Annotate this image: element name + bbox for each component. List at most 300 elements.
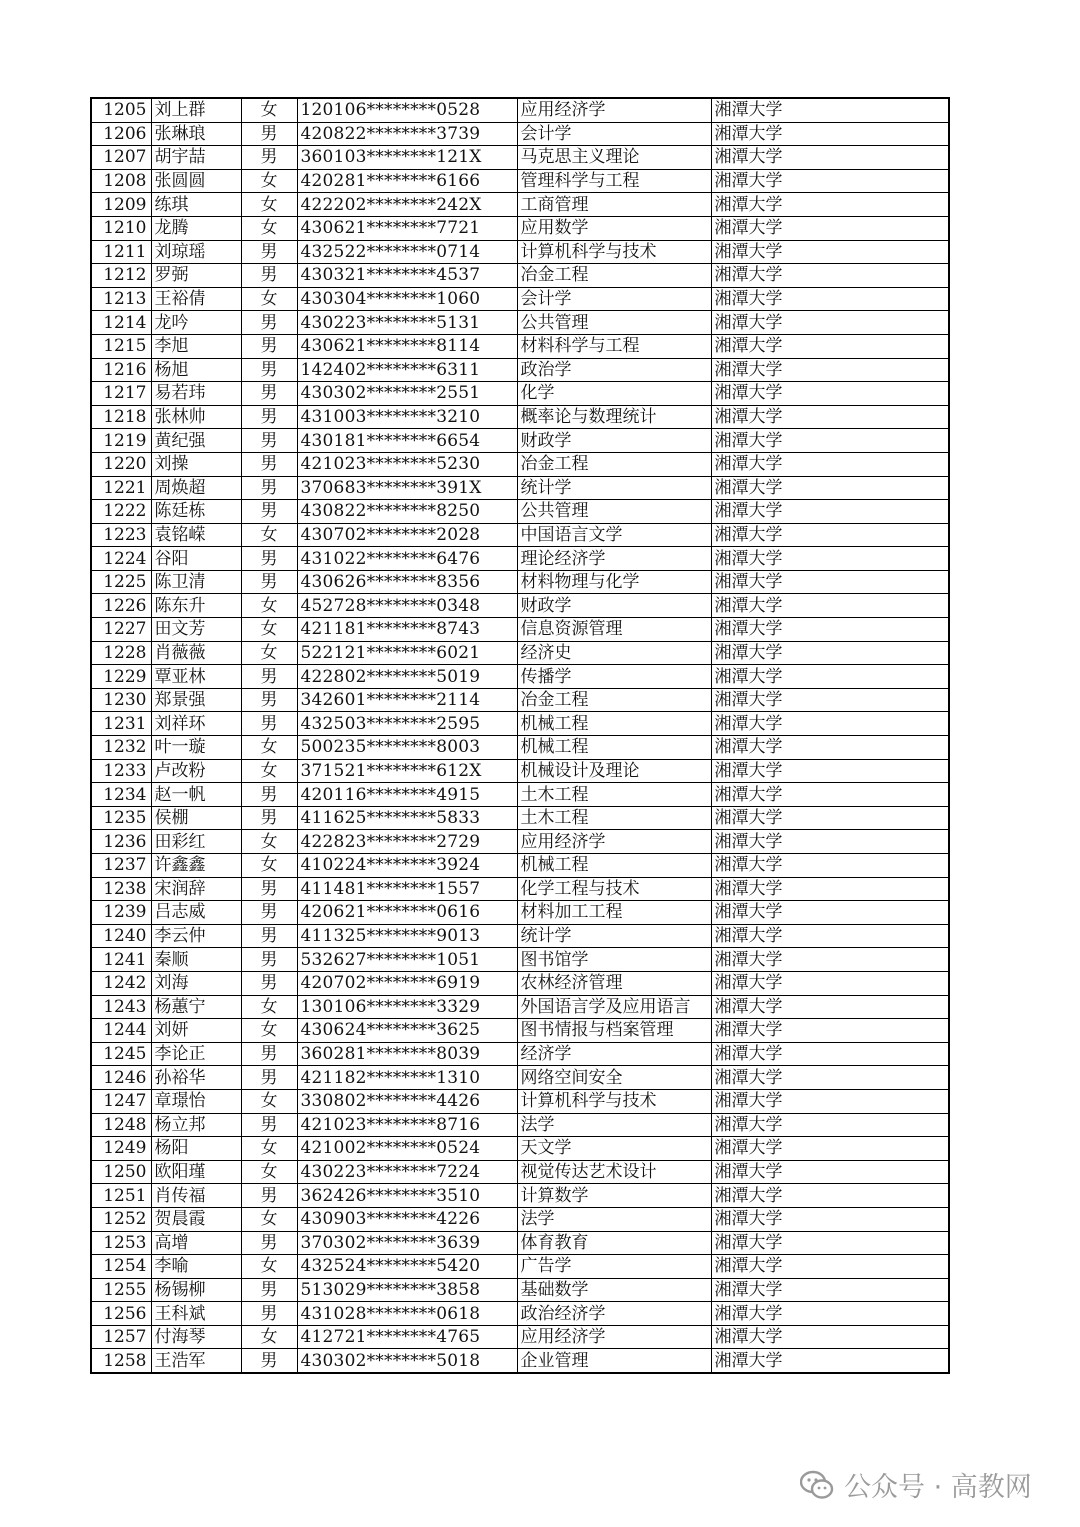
major-cell: 理论经济学: [517, 547, 711, 571]
major-cell: 化学工程与技术: [517, 877, 711, 901]
gender-cell: 男: [241, 240, 297, 264]
row-number-cell: 1227: [91, 618, 151, 642]
student-name-cell: 李云仲: [151, 924, 241, 948]
table-row: [91, 1042, 949, 1066]
student-name-cell: 宋润辞: [151, 877, 241, 901]
table-row: [91, 1278, 949, 1302]
student-name-cell: 刘琼瑶: [151, 240, 241, 264]
row-number-cell: 1252: [91, 1207, 151, 1231]
row-number-cell: 1210: [91, 216, 151, 240]
student-name-cell: 杨旭: [151, 358, 241, 382]
table-row: [91, 500, 949, 524]
table-row: [91, 924, 949, 948]
student-name-cell: 陈东升: [151, 594, 241, 618]
student-name-cell: 肖传福: [151, 1184, 241, 1208]
university-cell: 湘潭大学: [711, 665, 949, 689]
student-name-cell: 贺晨霞: [151, 1207, 241, 1231]
university-cell: 湘潭大学: [711, 358, 949, 382]
university-cell: 湘潭大学: [711, 901, 949, 925]
id-number-cell: 431003********3210: [297, 405, 517, 429]
table-row: [91, 1231, 949, 1255]
student-name-cell: 张琳琅: [151, 122, 241, 146]
id-number-cell: 120106********0528: [297, 98, 517, 122]
id-number-cell: 330802********4426: [297, 1089, 517, 1113]
table-row: [91, 476, 949, 500]
major-cell: 应用数学: [517, 216, 711, 240]
id-number-cell: 432503********2595: [297, 712, 517, 736]
row-number-cell: 1209: [91, 193, 151, 217]
student-name-cell: 孙裕华: [151, 1066, 241, 1090]
id-number-cell: 430302********5018: [297, 1349, 517, 1373]
university-cell: 湘潭大学: [711, 1302, 949, 1326]
id-number-cell: 430702********2028: [297, 523, 517, 547]
university-cell: 湘潭大学: [711, 1325, 949, 1349]
major-cell: 图书情报与档案管理: [517, 1019, 711, 1043]
id-number-cell: 421181********8743: [297, 618, 517, 642]
id-number-cell: 431028********0618: [297, 1302, 517, 1326]
row-number-cell: 1207: [91, 146, 151, 170]
major-cell: 信息资源管理: [517, 618, 711, 642]
student-name-cell: 李喻: [151, 1255, 241, 1279]
row-number-cell: 1241: [91, 948, 151, 972]
student-name-cell: 王裕倩: [151, 287, 241, 311]
table-row: [91, 759, 949, 783]
gender-cell: 男: [241, 570, 297, 594]
gender-cell: 女: [241, 216, 297, 240]
major-cell: 外国语言学及应用语言: [517, 995, 711, 1019]
major-cell: 财政学: [517, 429, 711, 453]
student-name-cell: 周焕超: [151, 476, 241, 500]
table-row: [91, 594, 949, 618]
table-row: [91, 523, 949, 547]
student-name-cell: 陈廷栋: [151, 500, 241, 524]
id-number-cell: 430321********4537: [297, 264, 517, 288]
row-number-cell: 1238: [91, 877, 151, 901]
major-cell: 图书馆学: [517, 948, 711, 972]
id-number-cell: 411481********1557: [297, 877, 517, 901]
table-row: [91, 877, 949, 901]
gender-cell: 男: [241, 264, 297, 288]
gender-cell: 男: [241, 122, 297, 146]
gender-cell: 男: [241, 901, 297, 925]
table-row: [91, 287, 949, 311]
row-number-cell: 1230: [91, 688, 151, 712]
id-number-cell: 142402********6311: [297, 358, 517, 382]
major-cell: 冶金工程: [517, 452, 711, 476]
id-number-cell: 421023********5230: [297, 452, 517, 476]
id-number-cell: 411325********9013: [297, 924, 517, 948]
id-number-cell: 360103********121X: [297, 146, 517, 170]
major-cell: 广告学: [517, 1255, 711, 1279]
university-cell: 湘潭大学: [711, 169, 949, 193]
table-row: [91, 641, 949, 665]
row-number-cell: 1217: [91, 382, 151, 406]
row-number-cell: 1215: [91, 334, 151, 358]
university-cell: 湘潭大学: [711, 1184, 949, 1208]
gender-cell: 男: [241, 877, 297, 901]
table-row: [91, 665, 949, 689]
university-cell: 湘潭大学: [711, 877, 949, 901]
row-number-cell: 1237: [91, 854, 151, 878]
university-cell: 湘潭大学: [711, 971, 949, 995]
gender-cell: 男: [241, 547, 297, 571]
student-name-cell: 欧阳瑾: [151, 1160, 241, 1184]
id-number-cell: 522121********6021: [297, 641, 517, 665]
gender-cell: 女: [241, 995, 297, 1019]
id-number-cell: 430304********1060: [297, 287, 517, 311]
id-number-cell: 362426********3510: [297, 1184, 517, 1208]
major-cell: 财政学: [517, 594, 711, 618]
table-row: [91, 688, 949, 712]
gender-cell: 男: [241, 334, 297, 358]
gender-cell: 男: [241, 382, 297, 406]
gender-cell: 男: [241, 1113, 297, 1137]
row-number-cell: 1236: [91, 830, 151, 854]
table-row: [91, 712, 949, 736]
student-name-cell: 叶一璇: [151, 736, 241, 760]
university-cell: 湘潭大学: [711, 1066, 949, 1090]
id-number-cell: 513029********3858: [297, 1278, 517, 1302]
id-number-cell: 431022********6476: [297, 547, 517, 571]
row-number-cell: 1255: [91, 1278, 151, 1302]
gender-cell: 女: [241, 1019, 297, 1043]
gender-cell: 女: [241, 854, 297, 878]
gender-cell: 男: [241, 1066, 297, 1090]
major-cell: 法学: [517, 1113, 711, 1137]
major-cell: 机械工程: [517, 854, 711, 878]
table-row: [91, 971, 949, 995]
id-number-cell: 430903********4226: [297, 1207, 517, 1231]
university-cell: 湘潭大学: [711, 122, 949, 146]
student-name-cell: 罗弼: [151, 264, 241, 288]
id-number-cell: 410224********3924: [297, 854, 517, 878]
id-number-cell: 371521********612X: [297, 759, 517, 783]
watermark: [800, 1465, 1032, 1504]
student-name-cell: 付海琴: [151, 1325, 241, 1349]
id-number-cell: 420116********4915: [297, 783, 517, 807]
id-number-cell: 430223********7224: [297, 1160, 517, 1184]
row-number-cell: 1224: [91, 547, 151, 571]
major-cell: 体育教育: [517, 1231, 711, 1255]
student-name-cell: 侯棚: [151, 806, 241, 830]
major-cell: 机械工程: [517, 712, 711, 736]
table-row: [91, 1325, 949, 1349]
university-cell: 湘潭大学: [711, 783, 949, 807]
student-name-cell: 吕志威: [151, 901, 241, 925]
major-cell: 经济史: [517, 641, 711, 665]
table-row: [91, 429, 949, 453]
student-name-cell: 刘上群: [151, 98, 241, 122]
gender-cell: 男: [241, 452, 297, 476]
gender-cell: 女: [241, 1207, 297, 1231]
id-number-cell: 130106********3329: [297, 995, 517, 1019]
gender-cell: 女: [241, 1089, 297, 1113]
major-cell: 计算数学: [517, 1184, 711, 1208]
row-number-cell: 1211: [91, 240, 151, 264]
university-cell: 湘潭大学: [711, 1207, 949, 1231]
university-cell: 湘潭大学: [711, 806, 949, 830]
student-name-cell: 谷阳: [151, 547, 241, 571]
row-number-cell: 1250: [91, 1160, 151, 1184]
table-row: [91, 1019, 949, 1043]
gender-cell: 男: [241, 948, 297, 972]
id-number-cell: 430624********3625: [297, 1019, 517, 1043]
table-body: [91, 98, 949, 1373]
university-cell: 湘潭大学: [711, 712, 949, 736]
university-cell: 湘潭大学: [711, 948, 949, 972]
id-number-cell: 420822********3739: [297, 122, 517, 146]
gender-cell: 男: [241, 971, 297, 995]
student-name-cell: 郑景强: [151, 688, 241, 712]
id-number-cell: 532627********1051: [297, 948, 517, 972]
table-row: [91, 948, 949, 972]
id-number-cell: 360281********8039: [297, 1042, 517, 1066]
student-name-cell: 卢改粉: [151, 759, 241, 783]
university-cell: 湘潭大学: [711, 264, 949, 288]
university-cell: 湘潭大学: [711, 311, 949, 335]
id-number-cell: 370683********391X: [297, 476, 517, 500]
gender-cell: 男: [241, 688, 297, 712]
student-name-cell: 易若玮: [151, 382, 241, 406]
row-number-cell: 1206: [91, 122, 151, 146]
table-row: [91, 358, 949, 382]
student-name-cell: 刘妍: [151, 1019, 241, 1043]
table-row: [91, 1089, 949, 1113]
major-cell: 冶金工程: [517, 688, 711, 712]
gender-cell: 女: [241, 736, 297, 760]
gender-cell: 男: [241, 405, 297, 429]
row-number-cell: 1248: [91, 1113, 151, 1137]
university-cell: 湘潭大学: [711, 405, 949, 429]
student-name-cell: 张圆圆: [151, 169, 241, 193]
student-name-cell: 田文芳: [151, 618, 241, 642]
row-number-cell: 1212: [91, 264, 151, 288]
table-row: [91, 618, 949, 642]
gender-cell: 男: [241, 924, 297, 948]
student-name-cell: 袁铭嵘: [151, 523, 241, 547]
gender-cell: 女: [241, 523, 297, 547]
row-number-cell: 1226: [91, 594, 151, 618]
major-cell: 会计学: [517, 122, 711, 146]
university-cell: 湘潭大学: [711, 476, 949, 500]
row-number-cell: 1223: [91, 523, 151, 547]
major-cell: 公共管理: [517, 311, 711, 335]
table-row: [91, 1066, 949, 1090]
gender-cell: 女: [241, 1137, 297, 1161]
table-row: [91, 382, 949, 406]
university-cell: 湘潭大学: [711, 547, 949, 571]
table-row: [91, 854, 949, 878]
row-number-cell: 1228: [91, 641, 151, 665]
student-name-cell: 练琪: [151, 193, 241, 217]
table-row: [91, 901, 949, 925]
student-name-cell: 龙腾: [151, 216, 241, 240]
row-number-cell: 1229: [91, 665, 151, 689]
university-cell: 湘潭大学: [711, 830, 949, 854]
student-name-cell: 杨蕙宁: [151, 995, 241, 1019]
student-name-cell: 许鑫鑫: [151, 854, 241, 878]
table-row: [91, 1113, 949, 1137]
major-cell: 马克思主义理论: [517, 146, 711, 170]
gender-cell: 男: [241, 1349, 297, 1373]
table-row: [91, 1137, 949, 1161]
major-cell: 计算机科学与技术: [517, 240, 711, 264]
row-number-cell: 1258: [91, 1349, 151, 1373]
gender-cell: 女: [241, 169, 297, 193]
id-number-cell: 430223********5131: [297, 311, 517, 335]
major-cell: 土木工程: [517, 783, 711, 807]
student-name-cell: 杨阳: [151, 1137, 241, 1161]
major-cell: 材料加工工程: [517, 901, 711, 925]
row-number-cell: 1243: [91, 995, 151, 1019]
row-number-cell: 1257: [91, 1325, 151, 1349]
major-cell: 公共管理: [517, 500, 711, 524]
university-cell: 湘潭大学: [711, 1278, 949, 1302]
table-row: [91, 995, 949, 1019]
id-number-cell: 500235********8003: [297, 736, 517, 760]
id-number-cell: 342601********2114: [297, 688, 517, 712]
id-number-cell: 422202********242X: [297, 193, 517, 217]
major-cell: 机械工程: [517, 736, 711, 760]
table-row: [91, 547, 949, 571]
table-row: [91, 1184, 949, 1208]
university-cell: 湘潭大学: [711, 382, 949, 406]
gender-cell: 男: [241, 358, 297, 382]
university-cell: 湘潭大学: [711, 240, 949, 264]
university-cell: 湘潭大学: [711, 995, 949, 1019]
row-number-cell: 1219: [91, 429, 151, 453]
major-cell: 网络空间安全: [517, 1066, 711, 1090]
gender-cell: 男: [241, 476, 297, 500]
id-number-cell: 421002********0524: [297, 1137, 517, 1161]
id-number-cell: 412721********4765: [297, 1325, 517, 1349]
student-name-cell: 陈卫清: [151, 570, 241, 594]
table-row: [91, 1302, 949, 1326]
major-cell: 基础数学: [517, 1278, 711, 1302]
row-number-cell: 1247: [91, 1089, 151, 1113]
university-cell: 湘潭大学: [711, 500, 949, 524]
university-cell: 湘潭大学: [711, 146, 949, 170]
gender-cell: 女: [241, 1255, 297, 1279]
university-cell: 湘潭大学: [711, 523, 949, 547]
university-cell: 湘潭大学: [711, 618, 949, 642]
table-row: [91, 122, 949, 146]
university-cell: 湘潭大学: [711, 854, 949, 878]
row-number-cell: 1208: [91, 169, 151, 193]
student-name-cell: 肖薇薇: [151, 641, 241, 665]
university-cell: 湘潭大学: [711, 1255, 949, 1279]
gender-cell: 女: [241, 98, 297, 122]
row-number-cell: 1214: [91, 311, 151, 335]
row-number-cell: 1213: [91, 287, 151, 311]
major-cell: 法学: [517, 1207, 711, 1231]
gender-cell: 男: [241, 712, 297, 736]
id-number-cell: 430621********7721: [297, 216, 517, 240]
major-cell: 传播学: [517, 665, 711, 689]
gender-cell: 男: [241, 783, 297, 807]
university-cell: 湘潭大学: [711, 1231, 949, 1255]
major-cell: 天文学: [517, 1137, 711, 1161]
major-cell: 应用经济学: [517, 98, 711, 122]
gender-cell: 女: [241, 641, 297, 665]
major-cell: 概率论与数理统计: [517, 405, 711, 429]
student-name-cell: 胡宇喆: [151, 146, 241, 170]
id-number-cell: 370302********3639: [297, 1231, 517, 1255]
student-name-cell: 张林帅: [151, 405, 241, 429]
id-number-cell: 422823********2729: [297, 830, 517, 854]
gender-cell: 男: [241, 500, 297, 524]
major-cell: 计算机科学与技术: [517, 1089, 711, 1113]
table-row: [91, 806, 949, 830]
row-number-cell: 1216: [91, 358, 151, 382]
table-row: [91, 570, 949, 594]
table-row: [91, 193, 949, 217]
gender-cell: 女: [241, 1325, 297, 1349]
id-number-cell: 411625********5833: [297, 806, 517, 830]
university-cell: 湘潭大学: [711, 1089, 949, 1113]
table-row: [91, 830, 949, 854]
table-row: [91, 405, 949, 429]
table-row: [91, 736, 949, 760]
student-name-cell: 高增: [151, 1231, 241, 1255]
university-cell: 湘潭大学: [711, 1349, 949, 1373]
university-cell: 湘潭大学: [711, 1113, 949, 1137]
major-cell: 工商管理: [517, 193, 711, 217]
id-number-cell: 430822********8250: [297, 500, 517, 524]
student-name-cell: 杨锡柳: [151, 1278, 241, 1302]
gender-cell: 女: [241, 287, 297, 311]
gender-cell: 女: [241, 1160, 297, 1184]
student-name-cell: 赵一帆: [151, 783, 241, 807]
major-cell: 统计学: [517, 924, 711, 948]
table-row: [91, 1207, 949, 1231]
university-cell: 湘潭大学: [711, 924, 949, 948]
id-number-cell: 430302********2551: [297, 382, 517, 406]
student-name-cell: 李旭: [151, 334, 241, 358]
gender-cell: 男: [241, 1302, 297, 1326]
gender-cell: 男: [241, 311, 297, 335]
student-name-cell: 刘祥环: [151, 712, 241, 736]
university-cell: 湘潭大学: [711, 688, 949, 712]
student-name-cell: 覃亚林: [151, 665, 241, 689]
student-name-cell: 刘海: [151, 971, 241, 995]
id-number-cell: 430621********8114: [297, 334, 517, 358]
wechat-icon: [800, 1470, 834, 1500]
university-cell: 湘潭大学: [711, 429, 949, 453]
row-number-cell: 1233: [91, 759, 151, 783]
gender-cell: 女: [241, 759, 297, 783]
table-row: [91, 1255, 949, 1279]
major-cell: 材料科学与工程: [517, 334, 711, 358]
gender-cell: 男: [241, 1278, 297, 1302]
id-number-cell: 452728********0348: [297, 594, 517, 618]
major-cell: 土木工程: [517, 806, 711, 830]
university-cell: 湘潭大学: [711, 287, 949, 311]
row-number-cell: 1251: [91, 1184, 151, 1208]
major-cell: 政治经济学: [517, 1302, 711, 1326]
id-number-cell: 430626********8356: [297, 570, 517, 594]
major-cell: 中国语言文学: [517, 523, 711, 547]
id-number-cell: 420702********6919: [297, 971, 517, 995]
major-cell: 应用经济学: [517, 1325, 711, 1349]
major-cell: 会计学: [517, 287, 711, 311]
id-number-cell: 422802********5019: [297, 665, 517, 689]
table-row: [91, 98, 949, 122]
row-number-cell: 1246: [91, 1066, 151, 1090]
gender-cell: 男: [241, 1231, 297, 1255]
id-number-cell: 432524********5420: [297, 1255, 517, 1279]
gender-cell: 男: [241, 665, 297, 689]
